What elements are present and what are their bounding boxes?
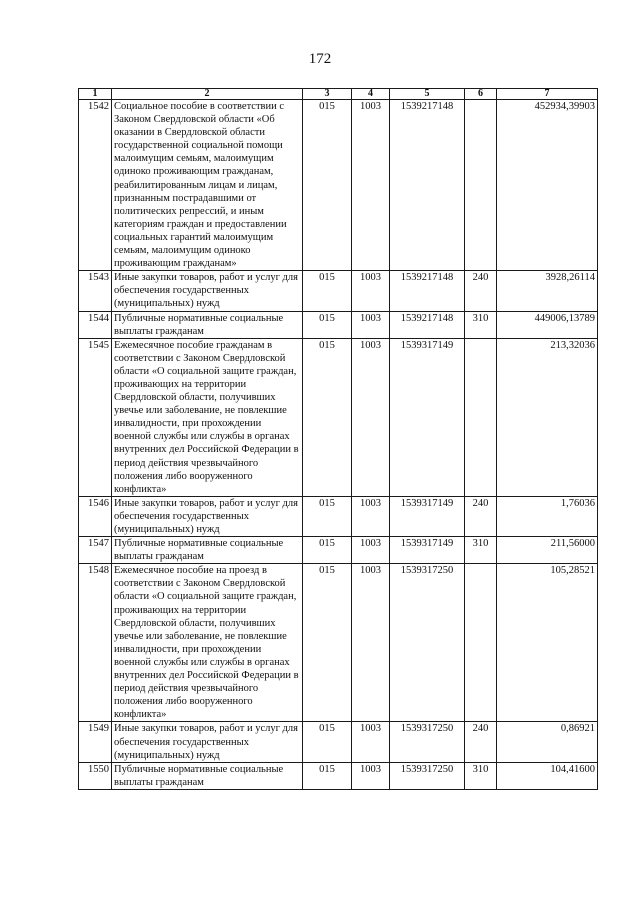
row-amount: 105,28521 xyxy=(497,564,598,722)
row-ministry-code: 015 xyxy=(303,762,352,789)
row-target-code: 1539317250 xyxy=(390,762,465,789)
row-amount: 1,76036 xyxy=(497,496,598,536)
row-section-code: 1003 xyxy=(352,100,390,271)
table-row xyxy=(79,722,598,762)
table-row xyxy=(79,311,598,338)
row-expense-type xyxy=(465,100,497,271)
row-ministry-code: 015 xyxy=(303,537,352,564)
header-col-3: 3 xyxy=(303,89,352,100)
row-expense-type xyxy=(465,338,497,496)
header-col-4: 4 xyxy=(352,89,390,100)
row-target-code: 1539217148 xyxy=(390,100,465,271)
row-ministry-code: 015 xyxy=(303,271,352,311)
row-name: Социальное пособие в соответствии с Законом Свердловской области «Об оказании в Свердловской области государственной социальной помощи малоимущим семьям, малоимущим одиноко проживающим гражданам, реабилитированным лицам и лицам, признанным пострадавшими от политических репрессий, и иным категориям граждан и предоставлении социальных гарантий малоимущим семьям, малоимущим одиноко проживающим гражданам» xyxy=(112,100,303,271)
row-target-code: 1539217148 xyxy=(390,311,465,338)
row-section-code: 1003 xyxy=(352,722,390,762)
row-amount: 3928,26114 xyxy=(497,271,598,311)
row-expense-type: 310 xyxy=(465,311,497,338)
header-col-6: 6 xyxy=(465,89,497,100)
row-expense-type xyxy=(465,564,497,722)
row-target-code: 1539317149 xyxy=(390,338,465,496)
row-number: 1548 xyxy=(79,564,112,722)
row-amount: 211,56000 xyxy=(497,537,598,564)
row-name: Ежемесячное пособие на проезд в соответствии с Законом Свердловской области «О социальной защите граждан, проживающих на территории Свердловской области, получивших увечье или заболевание, не повлекшие инвалидности, при прохождении военной службы или службы в органах внутренних дел Российской Федерации в период действия чрезвычайного положения либо вооруженного конфликта» xyxy=(112,564,303,722)
row-section-code: 1003 xyxy=(352,564,390,722)
row-ministry-code: 015 xyxy=(303,311,352,338)
row-number: 1550 xyxy=(79,762,112,789)
table-row xyxy=(79,762,598,789)
row-name: Иные закупки товаров, работ и услуг для обеспечения государственных (муниципальных) нужд xyxy=(112,722,303,762)
row-expense-type: 240 xyxy=(465,271,497,311)
row-section-code: 1003 xyxy=(352,762,390,789)
row-target-code: 1539317250 xyxy=(390,564,465,722)
row-expense-type: 240 xyxy=(465,722,497,762)
row-name: Публичные нормативные социальные выплаты гражданам xyxy=(112,311,303,338)
row-name: Публичные нормативные социальные выплаты гражданам xyxy=(112,537,303,564)
row-expense-type: 240 xyxy=(465,496,497,536)
row-number: 1543 xyxy=(79,271,112,311)
row-name: Иные закупки товаров, работ и услуг для обеспечения государственных (муниципальных) нужд xyxy=(112,271,303,311)
row-number: 1547 xyxy=(79,537,112,564)
row-expense-type: 310 xyxy=(465,537,497,564)
row-number: 1542 xyxy=(79,100,112,271)
row-ministry-code: 015 xyxy=(303,722,352,762)
row-name: Иные закупки товаров, работ и услуг для обеспечения государственных (муниципальных) нужд xyxy=(112,496,303,536)
row-amount: 213,32036 xyxy=(497,338,598,496)
row-amount: 0,86921 xyxy=(497,722,598,762)
budget-table xyxy=(78,88,598,790)
row-section-code: 1003 xyxy=(352,496,390,536)
row-expense-type: 310 xyxy=(465,762,497,789)
page-number: 172 xyxy=(308,51,332,67)
row-ministry-code: 015 xyxy=(303,564,352,722)
row-ministry-code: 015 xyxy=(303,338,352,496)
row-ministry-code: 015 xyxy=(303,100,352,271)
row-target-code: 1539317149 xyxy=(390,496,465,536)
table-header-row xyxy=(79,89,598,100)
table-row xyxy=(79,496,598,536)
header-col-2: 2 xyxy=(112,89,303,100)
table-row xyxy=(79,271,598,311)
row-section-code: 1003 xyxy=(352,271,390,311)
row-target-code: 1539317149 xyxy=(390,537,465,564)
row-ministry-code: 015 xyxy=(303,496,352,536)
row-number: 1546 xyxy=(79,496,112,536)
row-target-code: 1539317250 xyxy=(390,722,465,762)
header-col-7: 7 xyxy=(497,89,598,100)
row-number: 1545 xyxy=(79,338,112,496)
row-number: 1544 xyxy=(79,311,112,338)
row-section-code: 1003 xyxy=(352,338,390,496)
table-row xyxy=(79,338,598,496)
table-row xyxy=(79,100,598,271)
row-name: Ежемесячное пособие гражданам в соответствии с Законом Свердловской области «О социальной защите граждан, проживающих на территории Свердловской области, получивших увечье или заболевание, не повлекшие инвалидности, при прохождении военной службы или службы в органах внутренних дел Российской Федерации в период действия чрезвычайного положения либо вооруженного конфликта» xyxy=(112,338,303,496)
header-col-5: 5 xyxy=(390,89,465,100)
row-target-code: 1539217148 xyxy=(390,271,465,311)
row-section-code: 1003 xyxy=(352,311,390,338)
row-number: 1549 xyxy=(79,722,112,762)
row-amount: 449006,13789 xyxy=(497,311,598,338)
table-row xyxy=(79,564,598,722)
row-section-code: 1003 xyxy=(352,537,390,564)
row-amount: 452934,39903 xyxy=(497,100,598,271)
header-col-1: 1 xyxy=(79,89,112,100)
row-amount: 104,41600 xyxy=(497,762,598,789)
table-row xyxy=(79,537,598,564)
row-name: Публичные нормативные социальные выплаты гражданам xyxy=(112,762,303,789)
